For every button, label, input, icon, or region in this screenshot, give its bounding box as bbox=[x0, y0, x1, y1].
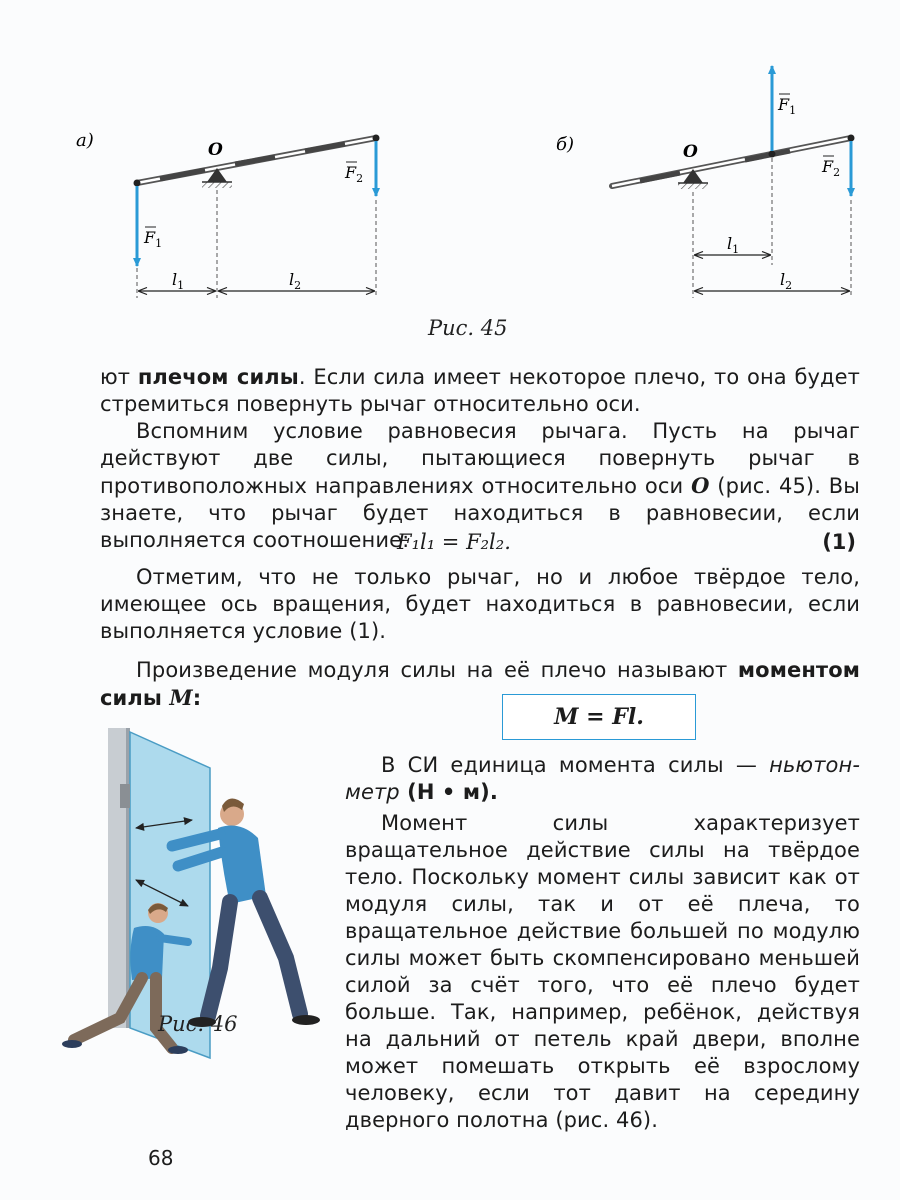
dimension-lines-b bbox=[693, 158, 851, 298]
force-f1-label-b: F bbox=[778, 95, 790, 114]
formula-1-number: (1) bbox=[822, 530, 856, 554]
force-f1-label-a: F bbox=[144, 228, 156, 247]
svg-text:l2 bbox=[289, 270, 301, 292]
svg-text:F1 bbox=[143, 228, 162, 250]
pivot-b-label: O bbox=[683, 142, 698, 162]
panel-b-label: б) bbox=[556, 134, 575, 155]
term-arm-of-force: плечом силы bbox=[137, 365, 299, 389]
svg-text:F2 bbox=[821, 157, 840, 179]
svg-text:l1 bbox=[172, 270, 184, 292]
arm-l2-sub-a: 2 bbox=[294, 279, 302, 292]
svg-text:l2 bbox=[780, 270, 792, 292]
arm-l2-label-a: l bbox=[289, 270, 295, 289]
svg-text:F2 bbox=[344, 163, 363, 185]
formula-1: F₁l₁ = F₂l₂. bbox=[397, 530, 511, 554]
paragraph-6: Момент силы характеризует вращательное действие силы на твёрдое тело. Поскольку момент силы зависит как от модуля силы, так и от её плеча, то вращательное действие большей по модулю силы может быть скомпенсировано меньшей силой за счёт того, что её плечо будет больше. Так, например, ребёнок, действуя на дальний от петель край двери, вполне может помешать открыть её взрослому человеку, если тот давит на середину дверного полотна (рис. 46). bbox=[345, 811, 860, 1132]
paragraph-4: Произведение модуля силы на её плечо называют моментом силы M: bbox=[100, 658, 860, 710]
page-number: 68 bbox=[148, 1146, 174, 1170]
force-f2-label-a: F bbox=[345, 163, 357, 182]
paragraph-1: ют плечом силы. Если сила имеет некоторое плечо, то она будет стремиться повернуть рычаг относительно оси. bbox=[100, 365, 860, 416]
moment-formula-box: M = Fl. bbox=[502, 694, 696, 740]
panel-a-label: а) bbox=[76, 130, 94, 151]
pivot-a-label: O bbox=[208, 140, 223, 160]
arm-l2-label-b: l bbox=[780, 270, 786, 289]
arm-l1-sub-a: 1 bbox=[177, 279, 185, 292]
lever-b bbox=[612, 135, 855, 187]
paragraph-3: Отметим, что не только рычаг, но и любое твёрдое тело, имеющее ось вращения, будет находиться в равновесии, если выполняется условие (1). bbox=[100, 565, 860, 643]
figure-45 bbox=[0, 0, 900, 360]
force-f2-label-b: F bbox=[822, 157, 834, 176]
arm-l1-label-a: l bbox=[172, 270, 178, 289]
formula-equilibrium bbox=[100, 528, 860, 560]
arm-l1-sub-b: 1 bbox=[732, 243, 740, 256]
svg-text:F1 bbox=[777, 95, 796, 117]
force-f1-sub-b: 1 bbox=[789, 104, 797, 117]
paragraph-2: Вспомним условие равновесия рычага. Пусть на рычаг действуют две силы, пытающиеся повернуть рычаг в противоположных направлениях относительно оси O (рис. 45). Вы знаете, что рычаг будет находиться в равновесии, если выполняется соотношение: bbox=[100, 419, 860, 552]
force-f1-sub-a: 1 bbox=[155, 237, 163, 250]
paragraph-5: В СИ единица момента силы — ньютон-метр (Н • м). bbox=[345, 753, 860, 804]
text-block-middle bbox=[100, 564, 860, 712]
figure-46-caption: Рис. 46 bbox=[158, 1012, 238, 1036]
lever-a bbox=[134, 135, 380, 187]
text-block-right bbox=[345, 752, 860, 1134]
arm-l1-label-b: l bbox=[727, 234, 733, 253]
text-block-top bbox=[100, 364, 860, 554]
wall bbox=[108, 728, 130, 1028]
arm-l2-sub-b: 2 bbox=[785, 279, 793, 292]
svg-text:l1 bbox=[727, 234, 739, 256]
force-f2-sub-b: 2 bbox=[833, 166, 841, 179]
figure-45-caption: Рис. 45 bbox=[428, 316, 508, 340]
force-f2-sub-a: 2 bbox=[356, 172, 364, 185]
